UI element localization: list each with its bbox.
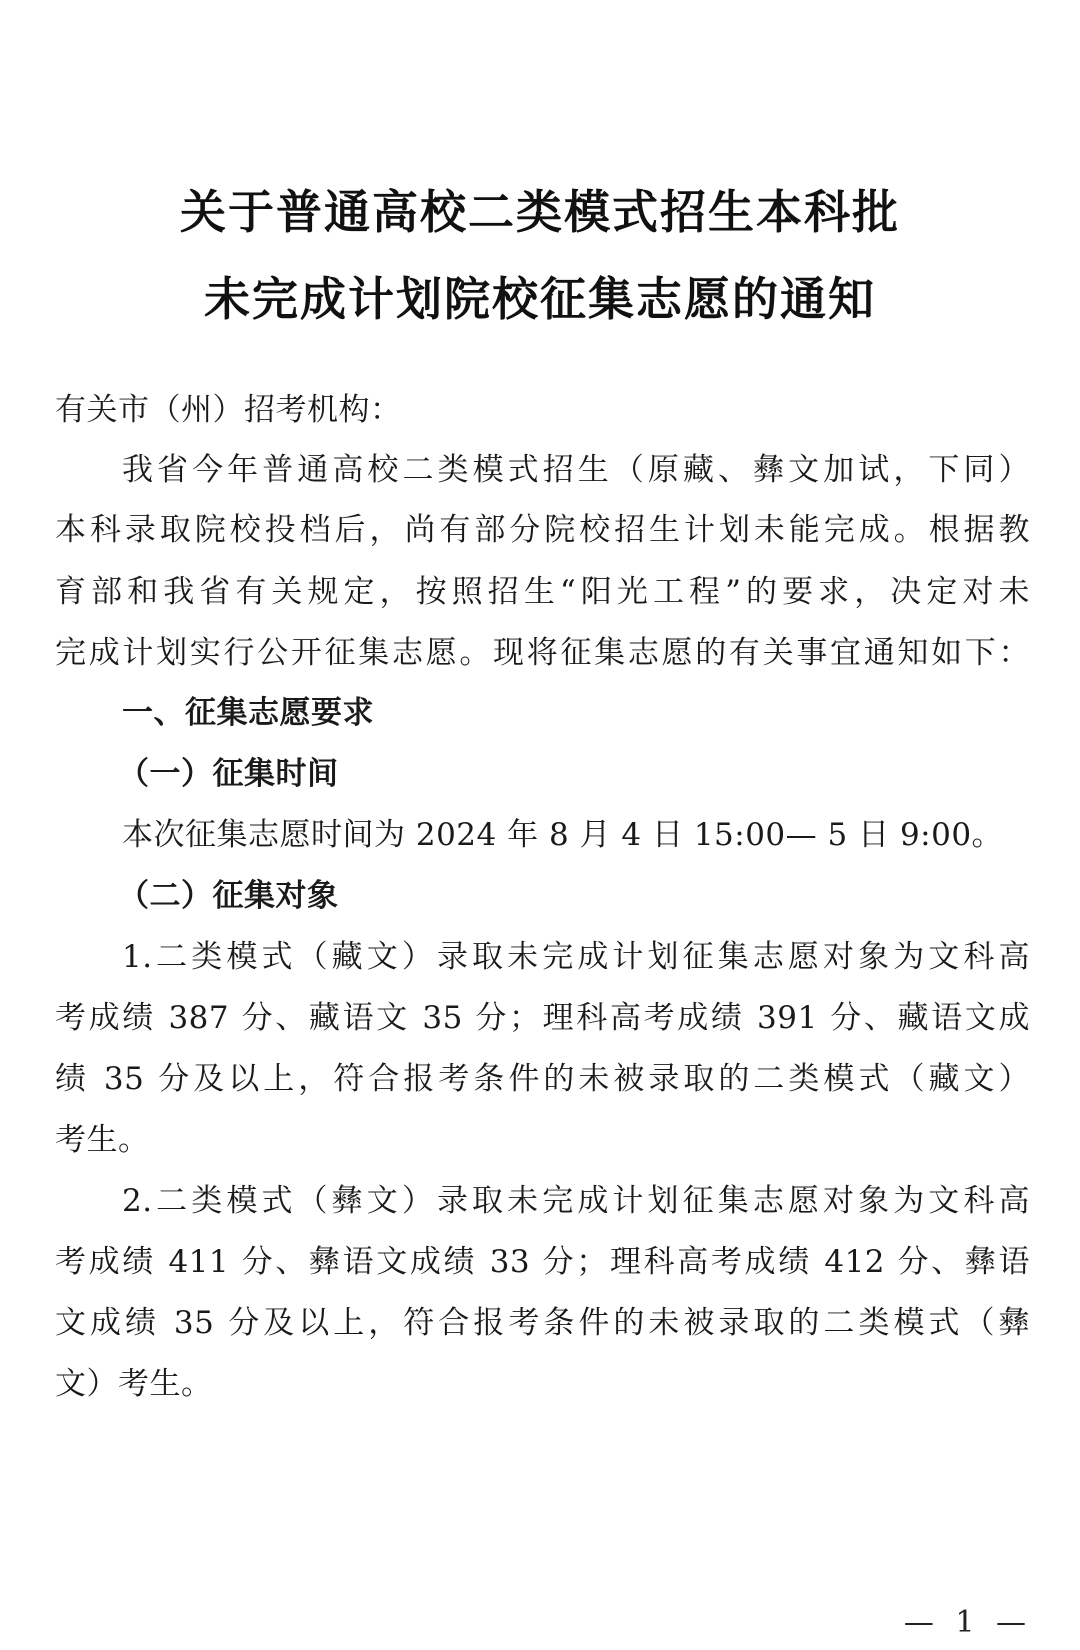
item1-line-1: 1.二类模式（藏文）录取未完成计划征集志愿对象为文科高 — [122, 939, 1030, 975]
item2-line-1: 2.二类模式（彝文）录取未完成计划征集志愿对象为文科高 — [122, 1183, 1030, 1219]
item1-line-3: 绩 35 分及以上，符合报考条件的未被录取的二类模式（藏文） — [55, 1061, 1030, 1097]
page-number: — 1 — — [903, 1605, 1032, 1640]
document-title-line-2: 未完成计划院校征集志愿的通知 — [204, 272, 876, 326]
item2-line-4: 文）考生。 — [55, 1366, 213, 1402]
section-heading-1: 一、征集志愿要求 — [122, 695, 374, 731]
intro-line-2: 本科录取院校投档后，尚有部分院校招生计划未能完成。根据教 — [55, 512, 1030, 548]
intro-line-1: 我省今年普通高校二类模式招生（原藏、彝文加试，下同） — [122, 452, 1030, 488]
intro-line-3: 育部和我省有关规定，按照招生“阳光工程”的要求，决定对未 — [55, 574, 1030, 610]
document-title-line-1: 关于普通高校二类模式招生本科批 — [180, 185, 900, 239]
intro-line-4: 完成计划实行公开征集志愿。现将征集志愿的有关事宜通知如下： — [55, 635, 1030, 671]
item1-line-4: 考生。 — [55, 1122, 150, 1158]
item2-line-2: 考成绩 411 分、彝语文成绩 33 分；理科高考成绩 412 分、彝语 — [55, 1244, 1030, 1280]
item1-line-2: 考成绩 387 分、藏语文 35 分；理科高考成绩 391 分、藏语文成 — [55, 1000, 1030, 1036]
subsection-heading-target: （二）征集对象 — [118, 878, 339, 914]
collection-time-text: 本次征集志愿时间为 2024 年 8 月 4 日 15:00— 5 日 9:00。 — [122, 817, 1004, 853]
item2-line-3: 文成绩 35 分及以上，符合报考条件的未被录取的二类模式（彝 — [55, 1305, 1030, 1341]
salutation: 有关市（州）招考机构： — [55, 392, 402, 428]
subsection-heading-time: （一）征集时间 — [118, 756, 339, 792]
